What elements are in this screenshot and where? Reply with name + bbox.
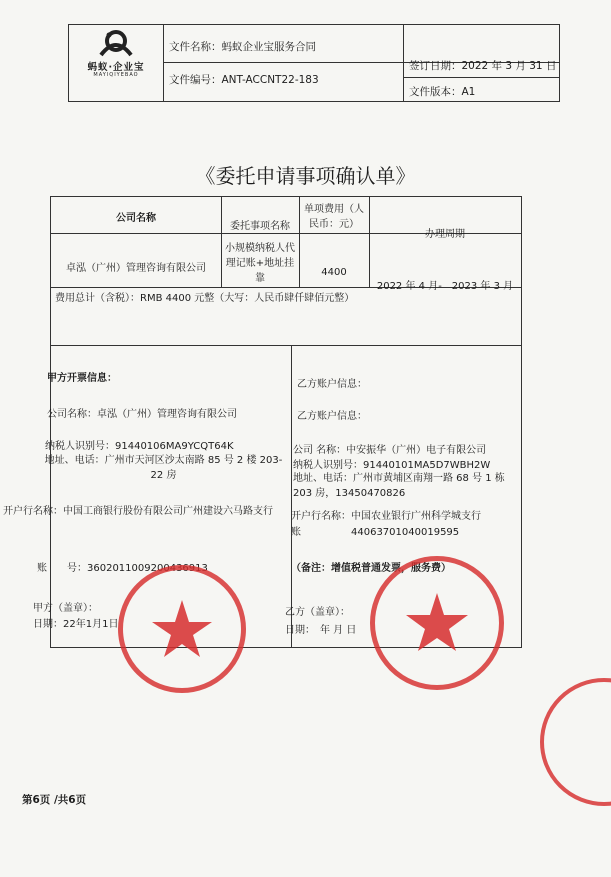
company-seal-b xyxy=(370,556,504,690)
cell-period: 2022 年 4 月- 2023 年 3 月 xyxy=(376,281,514,292)
party-a-invoice-title: 甲方开票信息： xyxy=(47,373,117,384)
party-b-tax-id: 纳税人识别号：91440101MA5D7WBH2W xyxy=(293,460,491,471)
cell-item: 小规模纳税人代理记账+地址挂靠 xyxy=(225,243,295,284)
header-fee: 单项费用（人民币：元） xyxy=(304,204,364,230)
party-a-company: 公司名称：卓泓（广州）管理咨询有限公司 xyxy=(47,409,237,420)
fee-total: 费用总计（含税）：RMB 4400 元整（大写：人民币肆仟肆佰元整） xyxy=(55,293,355,304)
party-a-address: 地址、电话：广州市天河区沙太南路 85 号 2 楼 203-22 房 xyxy=(44,455,283,481)
party-b-bank: 开户行名称：中国农业银行广州科学城支行 xyxy=(291,511,481,522)
divider xyxy=(51,345,521,346)
header-company: 公司名称 xyxy=(116,213,156,224)
cell-fee: 4400 xyxy=(321,267,347,278)
party-a-bank: 开户行名称：中国工商银行股份有限公司广州建设六马路支行 xyxy=(3,506,273,517)
file-version: 文件版本：A1 xyxy=(409,86,476,98)
header-item: 委托事项名称 xyxy=(230,221,290,232)
file-number: 文件编号：ANT-ACCNT22-183 xyxy=(169,74,319,86)
company-seal-a xyxy=(118,565,246,693)
party-b-account: 账 44063701040019595 xyxy=(291,527,460,538)
star-icon xyxy=(375,561,499,685)
file-name: 文件名称：蚂蚁企业宝服务合同 xyxy=(169,41,316,53)
divider xyxy=(403,77,559,78)
divider xyxy=(369,197,370,287)
cell-company: 卓泓（广州）管理咨询有限公司 xyxy=(66,263,206,274)
party-a-tax-id: 纳税人识别号：91440106MA9YCQT64K xyxy=(45,441,234,452)
party-b-date: 日期： 年 月 日 xyxy=(285,625,357,636)
party-b-account-info: 乙方账户信息： xyxy=(297,379,367,390)
party-b-note: （备注：增值税普通发票，服务费） xyxy=(291,563,451,574)
divider xyxy=(291,345,292,647)
page-title: 《委托申请事项确认单》 xyxy=(195,164,416,188)
party-b-seal: 乙方（盖章）： xyxy=(285,607,350,618)
party-b-company: 公司 名称：中安振华（广州）电子有限公司 xyxy=(293,445,487,456)
page-number: 第6页 /共6页 xyxy=(22,794,87,806)
party-a-seal: 甲方（盖章）： xyxy=(33,603,98,614)
sign-date: 签订日期：2022 年 3 月 31 日 xyxy=(409,60,557,72)
brand-name-en: MAYIQIYEBAO xyxy=(93,72,139,78)
star-icon xyxy=(123,570,241,688)
company-seal-edge xyxy=(540,678,611,806)
party-a-date: 日期：22年1月1日 xyxy=(33,619,119,630)
brand-name: 蚂蚁·企业宝 xyxy=(87,62,145,73)
divider xyxy=(403,25,404,101)
document-header xyxy=(68,24,560,102)
header-period: 办理周期 xyxy=(425,229,465,240)
party-a-account: 账 号：3602011009200436913 xyxy=(37,563,208,574)
divider xyxy=(221,197,222,287)
company-logo xyxy=(69,25,164,101)
party-b-account-info-2: 乙方账户信息： xyxy=(297,411,367,422)
party-b-address: 地址、电话：广州市黄埔区南翔一路 68 号 1 栋 203 房，13450470826 xyxy=(293,473,505,499)
